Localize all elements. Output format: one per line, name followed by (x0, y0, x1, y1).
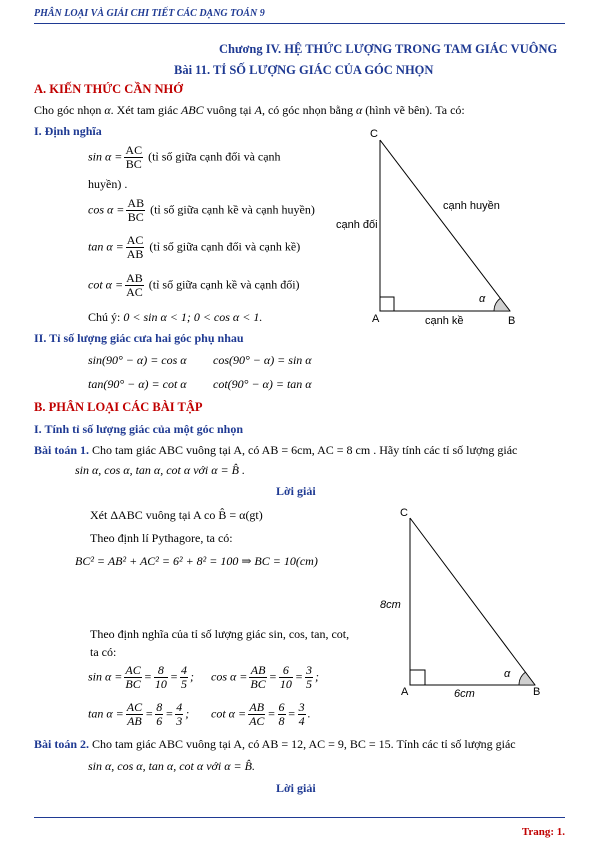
sol1-line1: Xét ΔABC vuông tại A co B̂ = α(gt) (90, 508, 263, 522)
comp-cot: cot(90° − α) = tan α (213, 377, 312, 391)
problem-2: Bài toán 2. Cho tam giác ABC vuông tại A, có AB = 12, AC = 9, BC = 15. Tính các tỉ số lượng giác (34, 737, 516, 751)
fig2-alpha-label: α (504, 668, 511, 680)
lesson-title: Bài 11. TỈ SỐ LƯỢNG GIÁC CỦA GÓC NHỌN (174, 63, 434, 77)
chapter-title: Chương IV. HỆ THỨC LƯỢNG TRONG TAM GIÁC VUÔNG (219, 42, 558, 56)
intro-paragraph: Cho góc nhọn α. Xét tam giác ABC vuông tại A, có góc nhọn bằng α (hình vẽ bên). Ta có: (34, 103, 465, 117)
fig1-hypotenuse-label: cạnh huyền (443, 200, 500, 212)
fig2-ac-length: 8cm (380, 599, 401, 611)
section-b-heading: B. PHÂN LOẠI CÁC BÀI TẬP (34, 400, 203, 414)
sol1-line3: BC² = AB² + AC² = 6² + 8² = 100 ⇒ BC = 10(cm) (75, 554, 318, 568)
fig1-vertex-c: C (370, 128, 378, 140)
problem-2-line2: sin α, cos α, tan α, cot α với α = B̂. (88, 759, 255, 773)
def-cos: cos α = $\frac{AB}{BC}$ (tỉ số giữa cạnh kề và cạnh huyền) (88, 196, 315, 224)
fig1-alpha-label: α (479, 293, 486, 305)
complement-heading: II. Tỉ số lượng giác cưa hai góc phụ nhau (34, 331, 244, 345)
comp-tan: tan(90° − α) = cot α (88, 377, 187, 391)
sol1-cos: cos α = $\frac{AB}{BC}$ = $\frac{6}{10}$ = $\frac{3}{5}$ ; (211, 663, 319, 691)
fig1-adjacent-label: cạnh kề (425, 315, 464, 327)
sol1-sin: sin α = $\frac{AC}{BC}$ = $\frac{8}{10}$ = $\frac{4}{5}$ ; (88, 663, 194, 691)
comp-cos: cos(90° − α) = sin α (213, 353, 312, 367)
page-header: PHÂN LOẠI VÀ GIẢI CHI TIẾT CÁC DẠNG TOÁN 9 (34, 8, 265, 19)
comp-sin: sin(90° − α) = cos α (88, 353, 187, 367)
fig2-vertex-a: A (401, 686, 409, 698)
problem-1-line2: sin α, cos α, tan α, cot α với α = B̂ . (75, 463, 245, 477)
def-sin: sin α = $\frac{AC}{BC}$ (tỉ số giữa cạnh đối và cạnh (88, 143, 281, 171)
note-line: Chú ý: 0 < sin α < 1; 0 < cos α < 1. (88, 310, 263, 324)
solution-2-heading: Lời giải (276, 781, 316, 795)
sol1-tan: tan α = $\frac{AC}{AB}$ = $\frac{8}{6}$ = $\frac{4}{3}$ ; (88, 700, 190, 728)
page-number: Trang: 1. (521, 826, 565, 838)
sol1-cot: cot α = $\frac{AB}{AC}$ = $\frac{6}{8}$ = $\frac{3}{4}$ . (211, 700, 311, 728)
header-divider (34, 23, 565, 24)
triangle-figure-1 (330, 125, 530, 327)
sol1-line4: Theo định nghĩa của tỉ số lượng giác sin, cos, tan, cot, (90, 627, 350, 641)
sol1-line5: ta có: (90, 645, 117, 659)
fig2-ab-length: 6cm (454, 688, 475, 700)
def-sin-cont: huyền) . (88, 177, 128, 191)
fig2-vertex-c: C (400, 507, 408, 519)
definition-heading: I. Định nghĩa (34, 124, 102, 138)
sol1-line2: Theo định lí Pythagore, ta có: (90, 531, 233, 545)
fig1-vertex-b: B (508, 315, 516, 327)
def-tan: tan α = $\frac{AC}{AB}$ (tỉ số giữa cạnh đối và cạnh kề) (88, 233, 301, 261)
triangle-figure-2 (370, 502, 570, 702)
fig1-vertex-a: A (372, 313, 380, 325)
section-a-heading: A. KIẾN THỨC CẦN NHỚ (34, 82, 183, 96)
fig2-vertex-b: B (533, 686, 541, 698)
def-cot: cot α = $\frac{AB}{AC}$ (tỉ số giữa cạnh kề và cạnh đối) (88, 271, 300, 299)
footer-divider (34, 817, 565, 818)
solution-1-heading: Lời giải (276, 484, 316, 498)
fig1-opposite-label: cạnh đối (336, 219, 378, 231)
type-i-heading: I. Tính tỉ số lượng giác của một góc nhọn (34, 422, 243, 436)
problem-1: Bài toán 1. Cho tam giác ABC vuông tại A, có AB = 6cm, AC = 8 cm . Hãy tính các tỉ số lượng giác (34, 443, 518, 457)
